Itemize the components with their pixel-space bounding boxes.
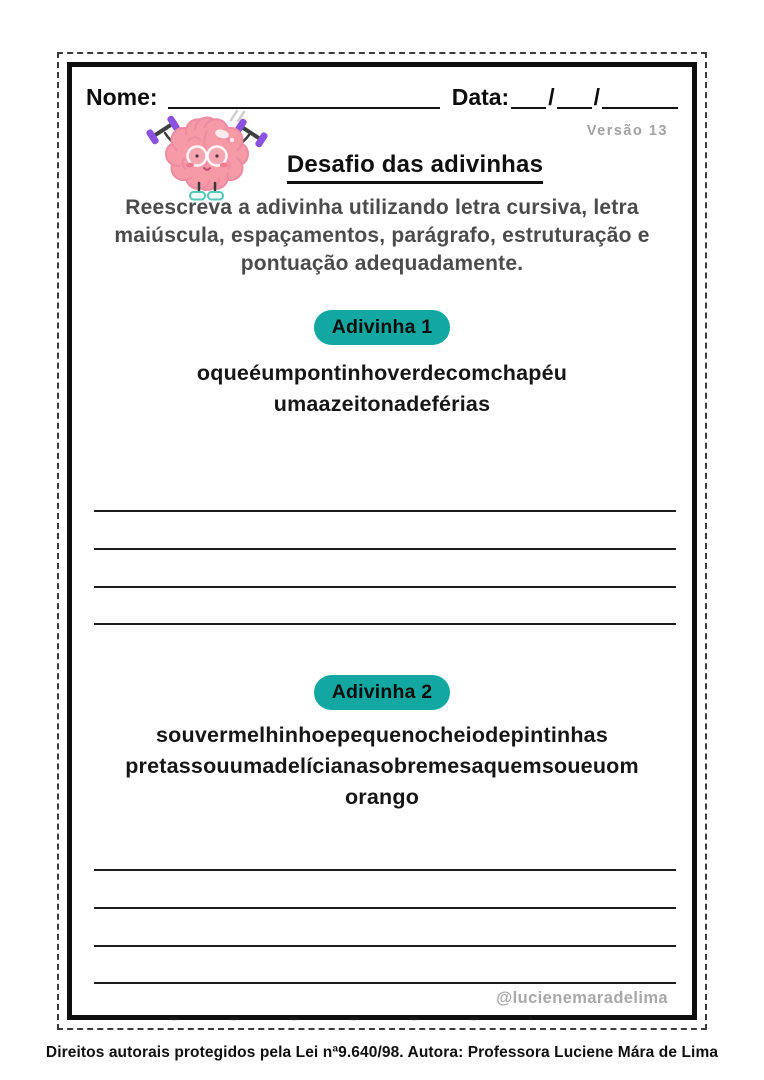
riddle-1-line: umaazeitonadeférias: [273, 392, 491, 416]
author-handle: @lucienemaradelima: [496, 989, 668, 1007]
version-label: Versão 13: [586, 123, 668, 139]
writing-line: [94, 586, 676, 623]
date-separator: /: [548, 84, 555, 110]
page-title: Desafio das adivinhas: [287, 151, 543, 184]
writing-line: [94, 907, 676, 945]
writing-line: [94, 510, 676, 548]
writing-line: [94, 548, 676, 586]
copyright-footer: Direitos autorais protegidos pela Lei nª9.640/98. Autora: Professora Luciene Mára de Lima: [45, 1044, 719, 1061]
name-blank-line: [168, 83, 440, 109]
writing-line: [94, 945, 676, 982]
instructions-line: pontuação adequadamente.: [240, 252, 524, 275]
instructions-text: [78, 194, 686, 278]
riddle-1-line: oqueéumpontinhoverdecomchapéu: [196, 361, 568, 385]
name-label: Nome:: [86, 84, 158, 110]
riddle-2-badge-row: [72, 675, 692, 710]
writing-line: [94, 869, 676, 907]
riddle-2-line: pretassouumadelícianasobremesaquemsoueuom: [125, 754, 639, 778]
riddle-1-badge: Adivinha 1: [314, 310, 451, 345]
riddle-1-badge-row: [72, 310, 692, 345]
riddle-2-badge: Adivinha 2: [314, 675, 451, 710]
riddle-2-text: [72, 720, 692, 813]
date-year-blank: [602, 83, 678, 109]
riddle-2-line: souvermelhinhoepequenocheiodepintinhas: [156, 723, 608, 747]
date-day-blank: [511, 83, 546, 109]
faint-watermark-row: [162, 1013, 532, 1025]
riddle-1-text: [72, 358, 692, 420]
dashed-border-frame: [57, 52, 707, 1030]
worksheet-border-box: [67, 62, 697, 1020]
instructions-line: Reescreva a adivinha utilizando letra cursiva, letra: [125, 196, 639, 219]
date-separator: /: [593, 84, 600, 110]
instructions-line: maiúscula, espaçamentos, parágrafo, estruturação e: [114, 224, 650, 247]
riddle-2-line: orango: [344, 785, 420, 809]
title-row: [138, 151, 692, 184]
date-label: Data:: [451, 84, 510, 110]
writing-line: [94, 623, 676, 661]
riddle-1-writing-lines: [94, 510, 676, 661]
date-month-blank: [557, 83, 592, 109]
